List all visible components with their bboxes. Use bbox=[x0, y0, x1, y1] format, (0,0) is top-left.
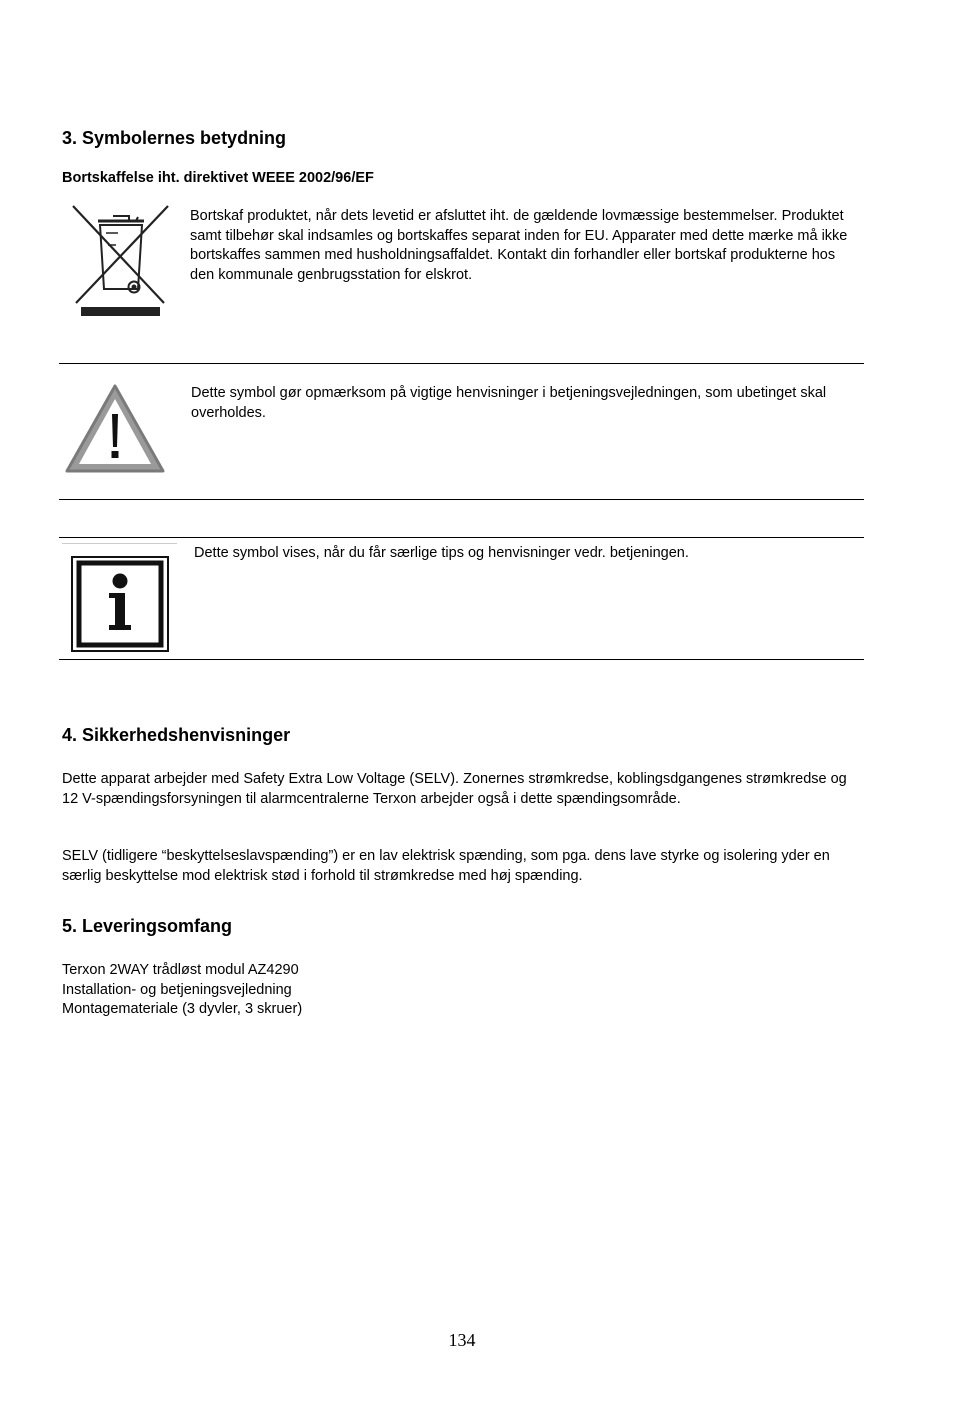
list-item: Montagemateriale (3 dyvler, 3 skruer) bbox=[62, 1001, 303, 1017]
list-item: Terxon 2WAY trådløst modul AZ4290 bbox=[62, 962, 299, 978]
weee-subheading: Bortskaffelse iht. direktivet WEEE 2002/96/EF bbox=[62, 170, 374, 186]
info-text: Dette symbol vises, når du får særlige tips og henvisninger vedr. betjeningen. bbox=[194, 545, 689, 561]
divider bbox=[59, 499, 864, 500]
info-icon bbox=[61, 543, 178, 656]
page-number: 134 bbox=[448, 1330, 476, 1350]
crossed-out-wheelie-bin-icon bbox=[68, 203, 174, 319]
warning-text: Dette symbol gør opmærksom på vigtige henvisninger i betjeningsvejledningen, som ubetinget skal overholdes. bbox=[191, 385, 827, 421]
weee-text: Bortskaf produktet, når dets levetid er afsluttet iht. de gældende lovmæssige bestemmelser. Produktet samt tilbehør skal indsamles og bortskaffes separat inden for EU. Apparater med dette mærke må ikke bortskaffes sammen med husholdningsaffaldet. Kontakt din forhandler eller bortskaf produkterne hos den kommunale genbrugsstation for elskrot. bbox=[190, 208, 848, 283]
delivery-list bbox=[62, 961, 562, 1020]
warning-triangle-icon bbox=[63, 382, 167, 476]
section-5-heading: 5. Leveringsomfang bbox=[62, 916, 233, 936]
divider bbox=[59, 659, 864, 660]
divider bbox=[59, 363, 864, 364]
section-4-heading: 4. Sikkerhedshenvisninger bbox=[62, 725, 291, 745]
list-item: Installation- og betjeningsvejledning bbox=[62, 981, 292, 998]
divider bbox=[59, 537, 864, 538]
selv-paragraph-1: Dette apparat arbejder med Safety Extra Low Voltage (SELV). Zonernes strømkredse, koblingsdgangenes strømkredse og 12 V-spændingsforsyningen til alarmcentralerne Terxon arbejder også i dette spændingsområde. bbox=[62, 771, 847, 807]
section-3-heading: 3. Symbolernes betydning bbox=[62, 128, 287, 148]
selv-paragraph-2: SELV (tidligere “beskyttelseslavspænding”) er en lav elektrisk spænding, som pga. dens lave styrke og isolering yder en særlig beskyttelse mod elektrisk stød i forhold til strømkredse med høj spænding. bbox=[62, 848, 830, 884]
